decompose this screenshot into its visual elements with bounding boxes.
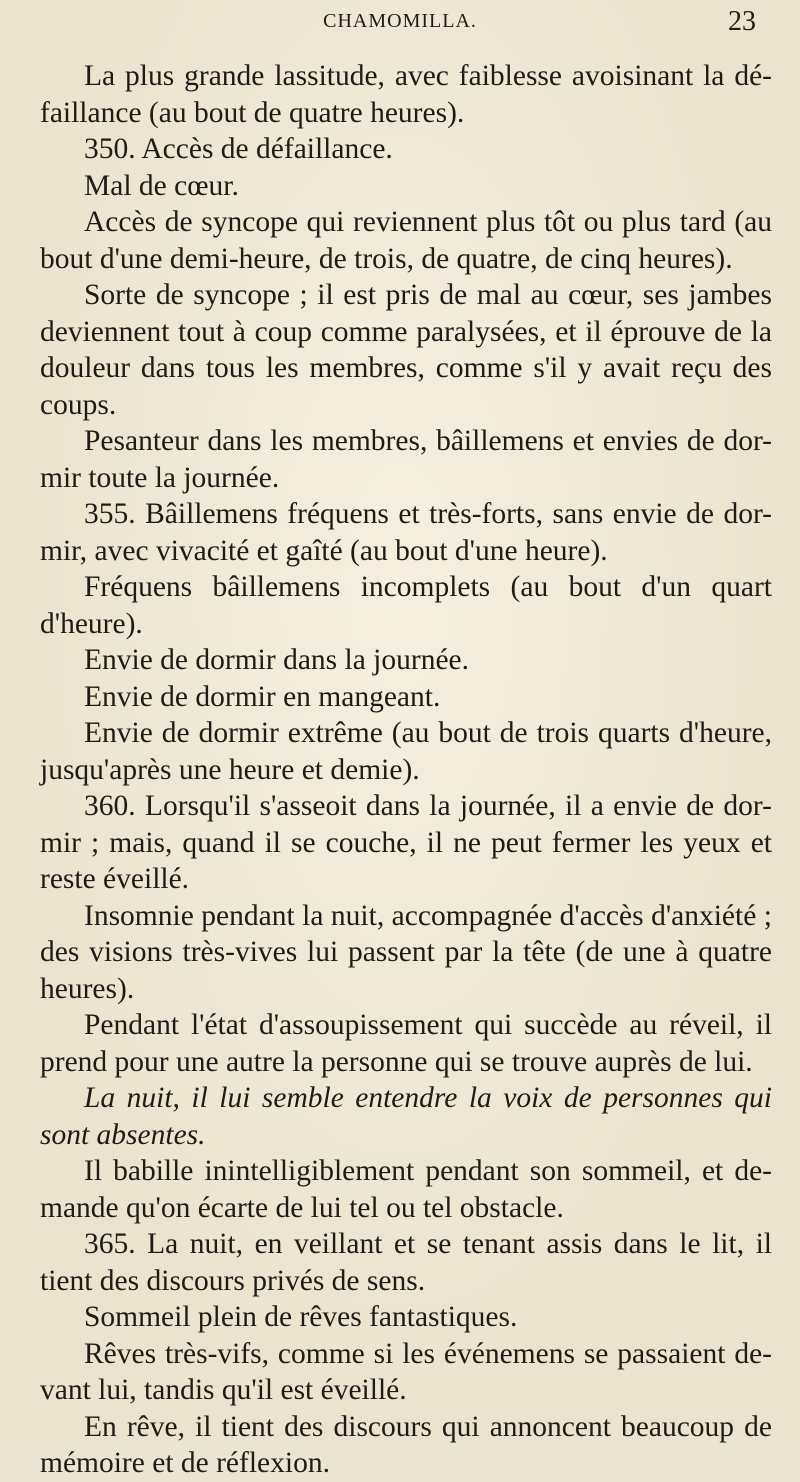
paragraph: 350. Accès de défaillance.: [84, 133, 393, 165]
paragraph: Envie de dormir dans la journée.: [84, 644, 470, 676]
paragraph: Insomnie pendant la nuit, accompagnée d'accès d'anxiété ; des visions très-vives lui passent par la tête (de une à quatre heures).: [40, 899, 772, 1005]
paragraph: Fréquens bâillemens incomplets (au bout d'un quart d'heure).: [40, 571, 772, 640]
paragraph: En rêve, il tient des discours qui annoncent beaucoup de mémoire et de réflexion.: [40, 1410, 772, 1479]
paragraph: 360. Lorsqu'il s'asseoit dans la journée, il a envie de dor-mir ; mais, quand il se couche, il ne peut fermer les yeux et reste éveillé.: [40, 790, 772, 895]
paragraph: Sorte de syncope ; il est pris de mal au cœur, ses jambes deviennent tout à coup comme paralysées, et il éprouve de la douleur dans tous les membres, comme s'il y avait reçu des coups.: [40, 279, 772, 421]
paragraph: Pesanteur dans les membres, bâillemens et envies de dor-mir toute la journée.: [40, 425, 772, 494]
page-header: [0, 6, 800, 42]
paragraph: Sommeil plein de rêves fantastiques.: [84, 1301, 518, 1333]
paragraph: Il babille inintelligiblement pendant son sommeil, et de-mande qu'on écarte de lui tel ou tel obstacle.: [40, 1155, 772, 1224]
paragraph: Rêves très-vifs, comme si les événemens se passaient de-vant lui, tandis qu'il est éveillé.: [40, 1337, 772, 1406]
paragraph: Envie de dormir en mangeant.: [84, 680, 441, 713]
paragraph-italic: La nuit, il lui semble entendre la voix de personnes qui sont absentes.: [40, 1082, 772, 1151]
page-number: 23: [728, 6, 756, 37]
body-text: [40, 58, 772, 1482]
paragraph: 355. Bâillemens fréquens et très-forts, sans envie de dor-mir, avec vivacité et gaîté (au bout d'une heure).: [40, 498, 772, 567]
running-head: CHAMOMILLA.: [323, 10, 477, 32]
paragraph: Pendant l'état d'assoupissement qui succède au réveil, il prend pour une autre la personne qui se trouve auprès de lui.: [40, 1009, 772, 1078]
paragraph: Mal de cœur.: [84, 169, 239, 202]
paragraph: 365. La nuit, en veillant et se tenant assis dans le lit, il tient des discours privés de sens.: [40, 1228, 772, 1297]
paragraph: Envie de dormir extrême (au bout de trois quarts d'heure, jusqu'après une heure et demie).: [40, 717, 772, 786]
paragraph: La plus grande lassitude, avec faiblesse avoisinant la dé-faillance (au bout de quatre heures).: [40, 60, 772, 129]
paragraph: Accès de syncope qui reviennent plus tôt ou plus tard (au bout d'une demi-heure, de trois, de quatre, de cinq heures).: [40, 206, 772, 275]
